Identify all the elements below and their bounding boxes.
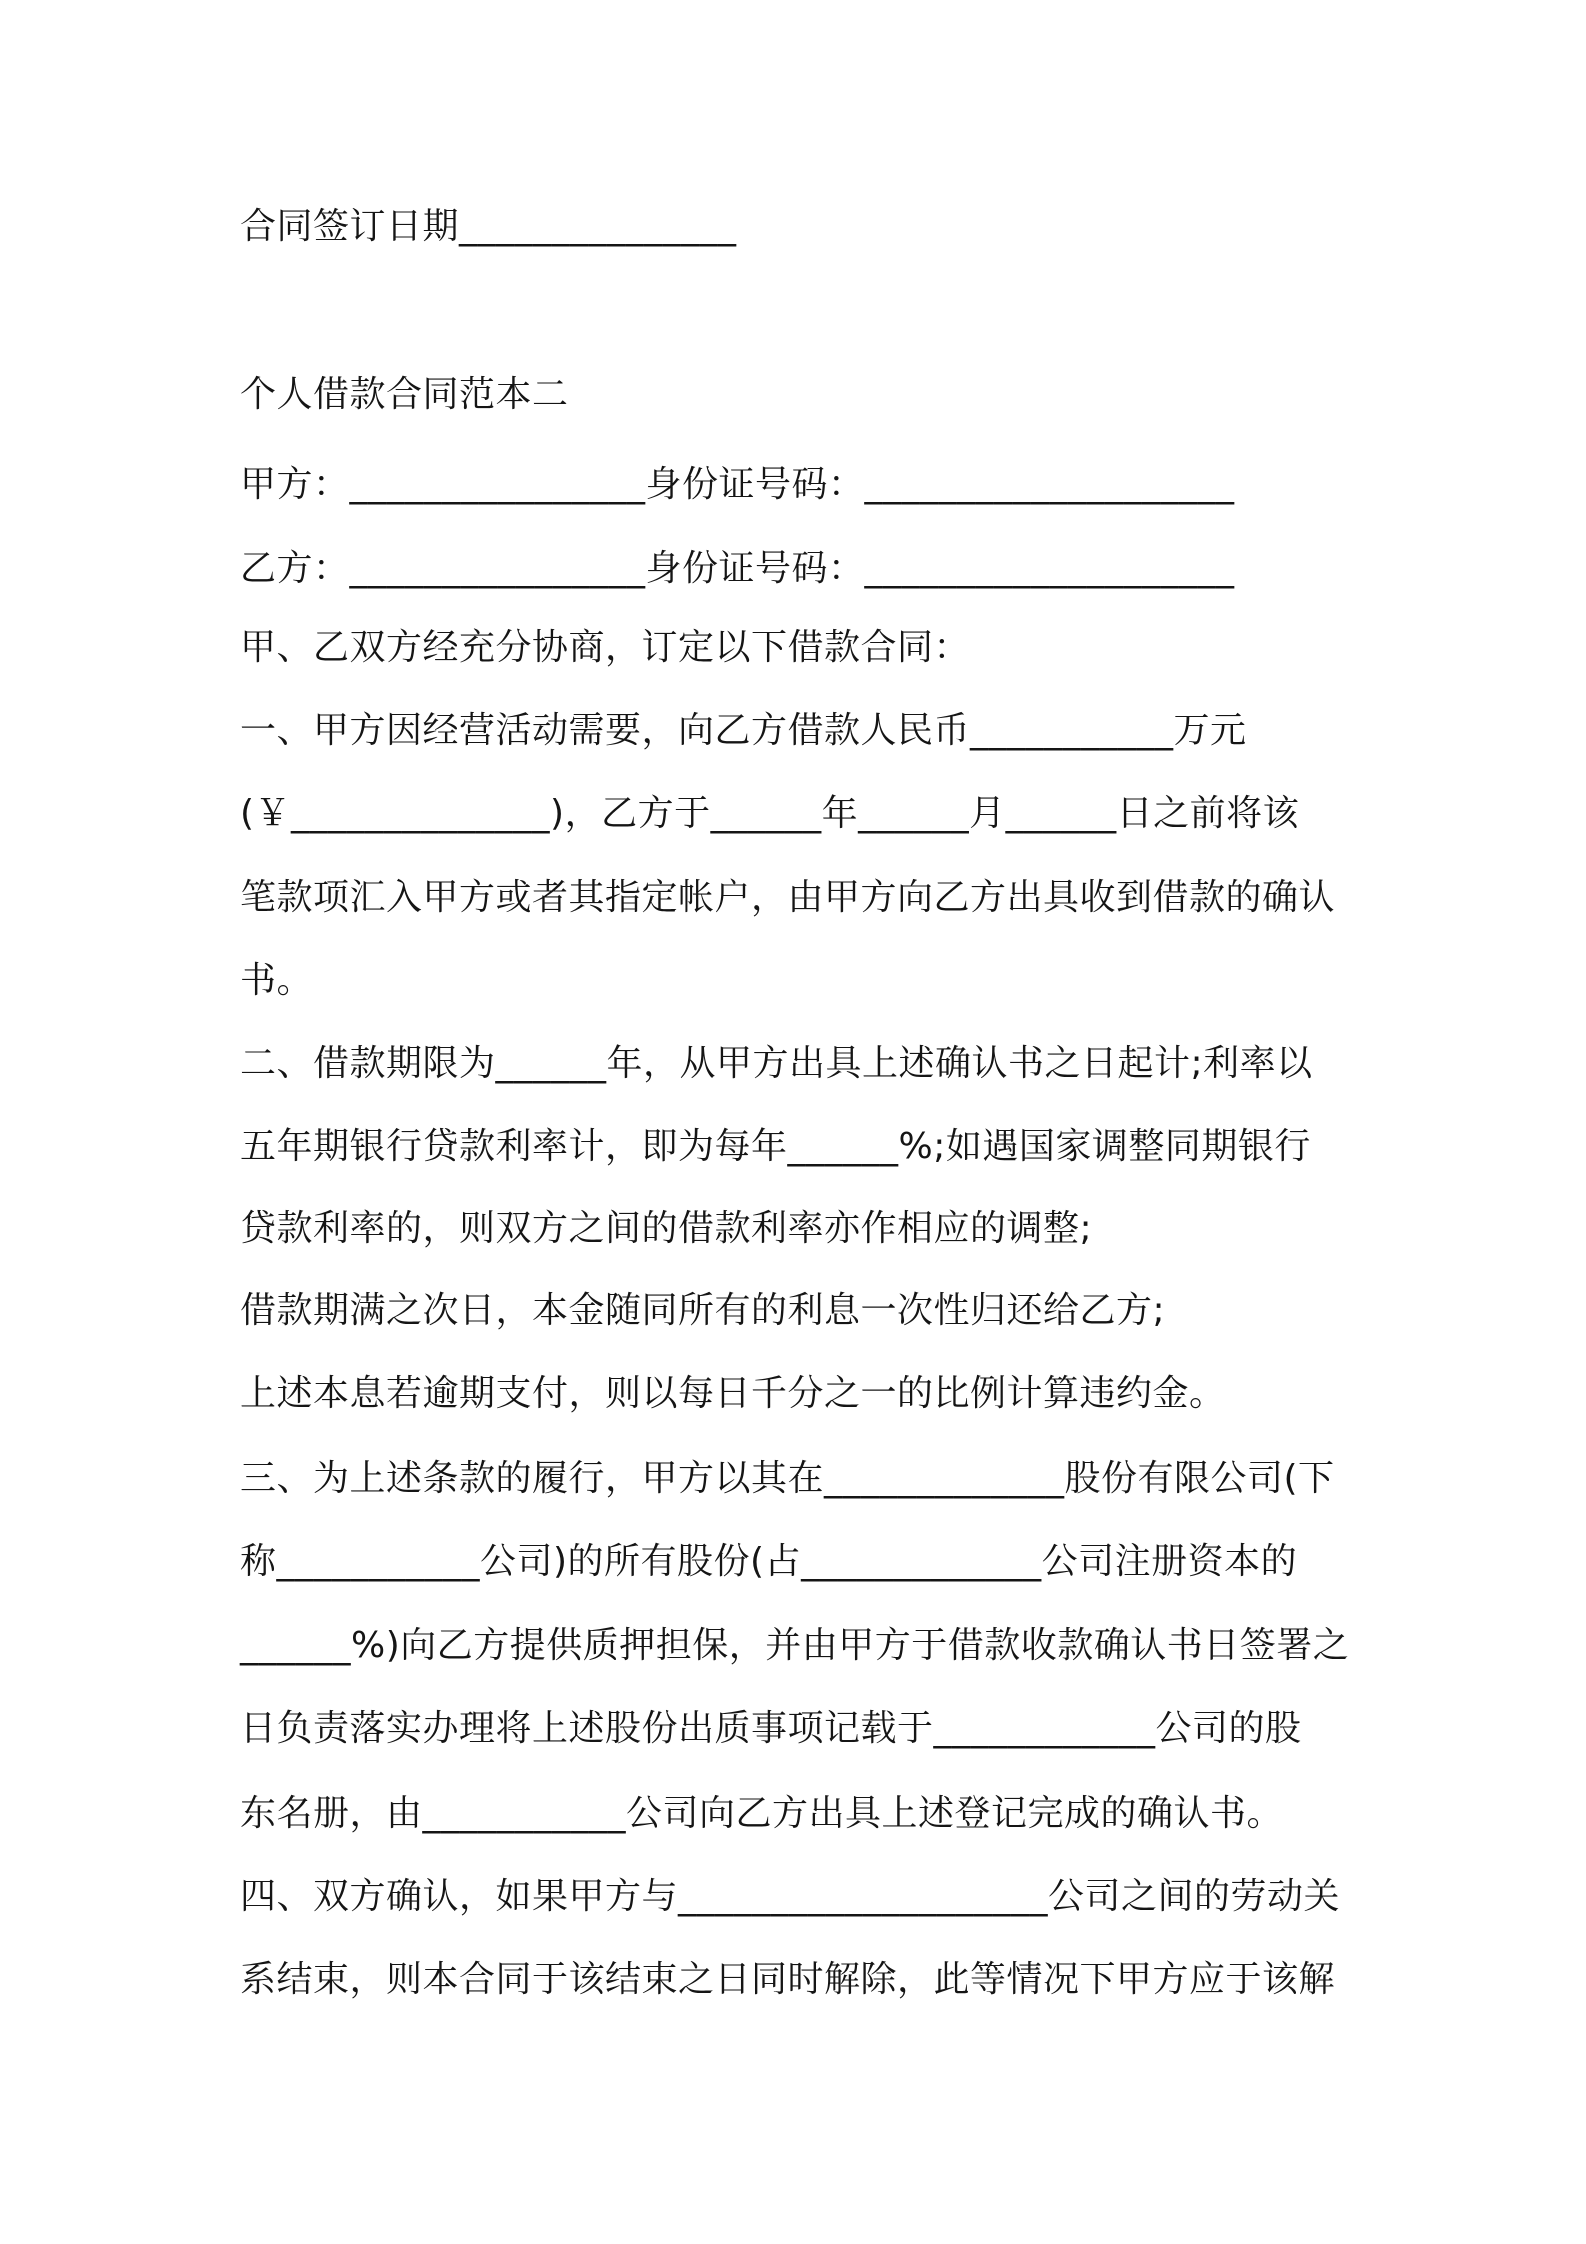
text-line: 书。 xyxy=(240,960,314,1001)
text-line: 东名册，由___________公司向乙方出具上述登记完成的确认书。 xyxy=(240,1793,1284,1834)
clause-4-line: 四、双方确认，如果甲方与____________________公司之间的劳动关 xyxy=(240,1876,1341,1917)
signing-date-line: 合同签订日期_______________ xyxy=(240,206,737,247)
party-b-line: 乙方：________________身份证号码：____________________ xyxy=(240,548,1235,589)
text-line: 甲、乙双方经充分协商，订定以下借款合同： xyxy=(240,627,971,668)
document-title: 个人借款合同范本二 xyxy=(240,374,569,415)
text-line: 日负责落实办理将上述股份出质事项记载于____________公司的股 xyxy=(240,1708,1302,1749)
text-line: ______%)向乙方提供质押担保，并由甲方于借款收款确认书日签署之 xyxy=(240,1625,1350,1666)
text-line: 五年期银行贷款利率计，即为每年______%;如遇国家调整同期银行 xyxy=(240,1126,1311,1167)
party-a-line: 甲方：________________身份证号码：____________________ xyxy=(240,464,1235,505)
text-line: (￥______________)，乙方于______年______月______日之前将该 xyxy=(240,793,1300,834)
text-line: 贷款利率的，则双方之间的借款利率亦作相应的调整; xyxy=(240,1208,1093,1249)
text-line: 系结束，则本合同于该结束之日同时解除，此等情况下甲方应于该解 xyxy=(240,1959,1336,2000)
text-line: 称___________公司)的所有股份(占_____________公司注册资本的 xyxy=(240,1541,1298,1582)
clause-1-line: 一、甲方因经营活动需要，向乙方借款人民币___________万元 xyxy=(240,710,1247,751)
clause-2-line: 二、借款期限为______年，从甲方出具上述确认书之日起计;利率以 xyxy=(240,1043,1313,1084)
text-line: 笔款项汇入甲方或者其指定帐户，由甲方向乙方出具收到借款的确认 xyxy=(240,877,1336,918)
text-line: 借款期满之次日，本金随同所有的利息一次性归还给乙方; xyxy=(240,1290,1166,1331)
text-line: 上述本息若逾期支付，则以每日千分之一的比例计算违约金。 xyxy=(240,1373,1226,1414)
clause-3-line: 三、为上述条款的履行，甲方以其在_____________股份有限公司(下 xyxy=(240,1458,1335,1499)
